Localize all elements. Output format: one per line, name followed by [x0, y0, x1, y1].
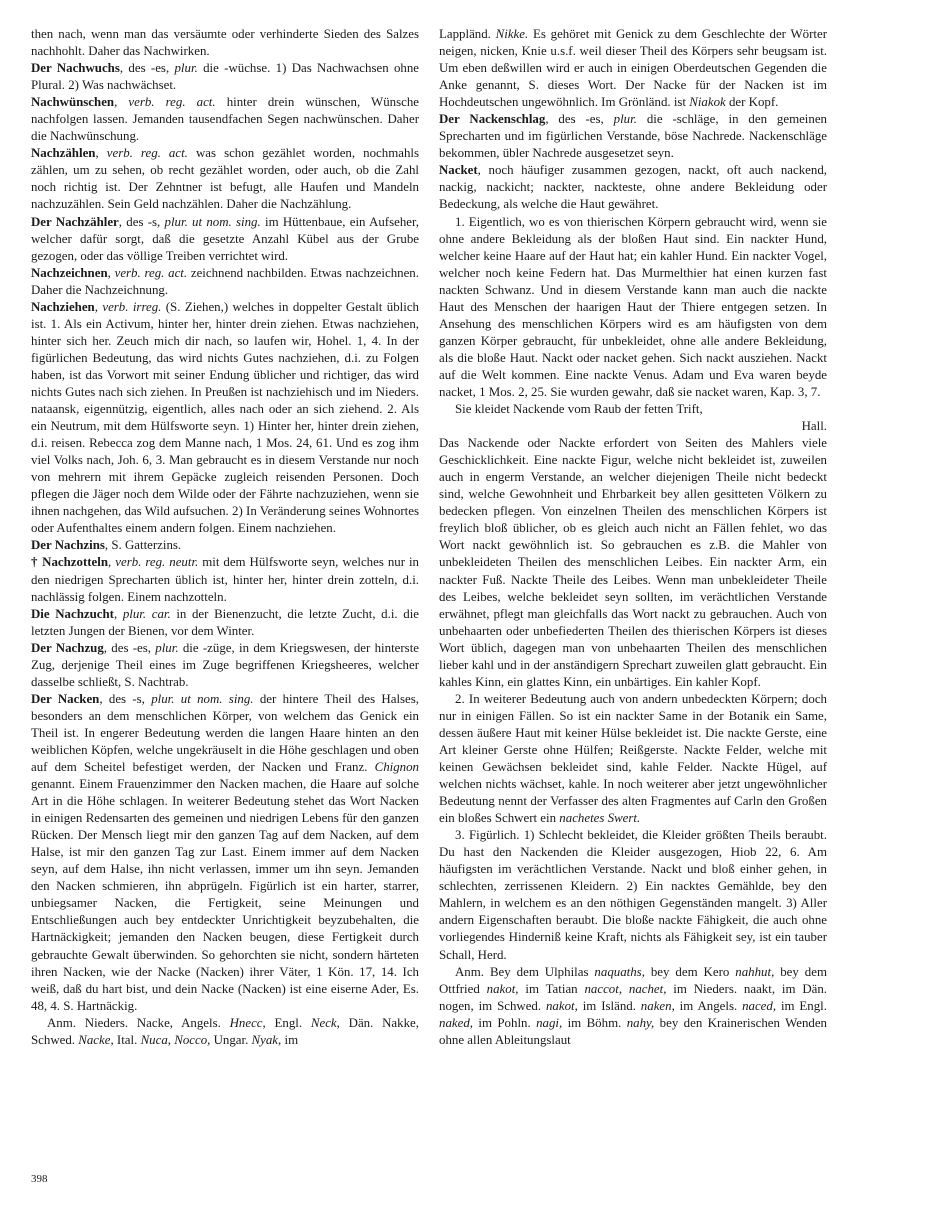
entry-text: ,	[108, 555, 116, 570]
entry-text: , noch häufiger zusammen gezogen, nackt, oft auch nackend, nackig, nackicht; nackter, nackteste, ohne andere Bekleidung oder Bedeckung, als welche die Haut gewähret.	[439, 163, 827, 212]
entry-headword: Die Nachzucht	[31, 606, 114, 621]
entry-text: in der Bienenzucht, die letzte Zucht, d.i. die letzten Jungen der Bienen, vor dem Winter.	[31, 606, 420, 638]
entry-text: , des -s,	[118, 214, 165, 229]
entry-text: , des -s,	[99, 691, 152, 706]
entry-paragraph	[439, 435, 827, 691]
entry-text: die -schläge, in den gemeinen Sprecharten und im figürlichen Verstande, böse Nachrede. Nackenschläge bekommen, übler Nachrede ausgesetzet seyn.	[439, 112, 828, 161]
entry-text: zeichnend nachbilden. Etwas nachzeichnen. Daher die Nachzeichnung.	[31, 265, 419, 297]
entry-paragraph	[439, 964, 827, 1049]
entry-text: im Hüttenbaue, ein Aufseher, welcher dafür sorgt, daß die gesetzte Anzahl Kübel aus der Grube gezogen, oder das völlige Treiben verrichtet wird.	[31, 214, 419, 263]
entry-text: im	[281, 1032, 299, 1047]
grammar-label: verb. reg. act.	[128, 95, 216, 110]
foreign-word: Nuca, Nocco,	[140, 1032, 211, 1047]
foreign-word: naquaths,	[594, 964, 645, 979]
entry-text: was schon gezählet worden, nochmahls zählen, um zu sehen, ob recht gezählet worden, oder auch, ob die Zahl noch richtig ist. Der Zehntner ist befugt, alle Haufen und Mandeln nachzuzählen. Sein Geld nachzählen. Daher die Nachzählung.	[31, 146, 419, 212]
grammar-label: verb. reg. act.	[106, 146, 188, 161]
dictionary-entry	[31, 94, 419, 145]
entry-text: ,	[113, 606, 123, 621]
entry-text: mit dem Hülfsworte seyn, welches nur in den niedrigen Sprecharten üblich ist, hinter her, hinter drein zotteln, d.i. nachlässig folgen. Einem nachzotteln.	[31, 555, 419, 604]
entry-text: Das Nackende oder Nackte erfordert von Seiten des Mahlers viele Geschicklichkeit. Eine nackte Figur, welche nicht bekleidet ist, zuweilen auch in engerm Verstande, an welcher diejenigen Theile nicht bedeckt sind, welche Gewohnheit und Ehrbarkeit bey allen gesitteten Völkern zu bedecken pflegen. Von einzelnen Theilen des menschlichen Körpers ist freylich bloß üblicher, ob es gleich auch nicht an Fällen fehlet, wo das Wort nackt gewöhnlich ist. So gebrauchen es z.B. die Mahler von unbekleideten Theilen des menschlichen Leibes. Ein nackter Arm, ein nackter Fuß. Nackte Theile des Leibes. Wenn man unbekleideter Theile des Leibes, welche bekleidet seyn sollten, im verächtlichen Verstande erwähnet, pflegt man gleichfalls das Wort nackt zu gebrauchen. Auch von unbehaarten oder unbefiederten Theilen des thierischen Körpers ist dieses Wort üblich, dagegen man von unbehaarten Theilen des menschlichen lieber kahl und in der anständigern Sprechart zuweilen glatt gebraucht. Ein kahles Kinn, ein glattes Kinn, ein unbärtiges. Ein kahler Kopf.	[439, 436, 827, 689]
foreign-word: naccot, nachet,	[584, 981, 667, 996]
entry-text: die -züge, in dem Kriegswesen, der hinterste Zug, derjenige Theil eines im Zuge begriffenen Kriegsheeres, welcher dasselbe schließt, S. Nachtrab.	[31, 640, 419, 689]
entry-text: Anm. Bey dem Ulphilas	[455, 964, 595, 979]
foreign-word: naced,	[742, 998, 777, 1013]
entry-text: ,	[107, 265, 115, 280]
grammar-label: plur.	[174, 61, 198, 76]
entry-text: , des -es,	[119, 61, 175, 76]
entry-headword: Nachzählen	[31, 146, 96, 161]
entry-text: 1. Eigentlich, wo es von thierischen Körpern gebraucht wird, wenn sie ohne andere Bekleidung als der bloßen Haut sind. Ein nackter Hund, welcher keine Haare auf der Haut hat; ein kahler Hund. Ein nackter Vogel, welcher noch keine Federn hat. Das Murmelthier hat einen kurzen fast nackten Schwanz. Und in diesem Verstande kann man auch die nackte Haut des Menschen der haarigen Haut der Thiere entgegen setzen. In Ansehung des menschlichen Körpers wird es am häufigsten von dem ganzen Körper gebraucht, für unbekleidet, ohne alle andere Bekleidung, als die bloße Haut. Nackt oder nacket gehen. Sich nackt ausziehen. Nackt auf die Welt kommen. Eine nackte Venus. Adam und Eva waren beyde nacket, 1 Mos. 2, 25. Sie wurden gewahr, daß sie nacket waren, Kap. 3, 7.	[439, 214, 827, 399]
dictionary-entry	[31, 606, 419, 640]
grammar-label: plur. car.	[122, 606, 171, 621]
entry-text: , des -es,	[545, 112, 614, 127]
entry-paragraph	[439, 691, 827, 827]
entry-text: Dän. Nakke, Schwed.	[31, 1015, 419, 1047]
page-number: 398	[31, 1173, 48, 1185]
grammar-label: verb. irreg.	[102, 299, 162, 314]
grammar-label: plur.	[155, 640, 179, 655]
entry-headword: Nachwünschen	[31, 95, 115, 110]
foreign-word: nakot,	[545, 998, 578, 1013]
entry-text: hinter drein wünschen, Wünsche nachfolgen lassen. Jemanden tausendfachen Segen nachwünschen. Daher die Nachwünschung.	[31, 95, 419, 144]
entry-text: ,	[95, 146, 107, 161]
entry-text: im Böhm.	[562, 1015, 627, 1030]
entry-paragraph	[439, 214, 827, 402]
dictionary-entry	[31, 554, 419, 605]
foreign-word: nagi,	[536, 1015, 563, 1030]
dictionary-entry	[31, 265, 419, 299]
foreign-word: Chignon	[374, 760, 419, 775]
grammar-label: verb. reg. act.	[114, 265, 188, 280]
foreign-word: naked,	[439, 1015, 474, 1030]
dictionary-entry	[31, 537, 419, 554]
right-column	[439, 26, 827, 1049]
entry-headword: Nachzeichnen	[31, 265, 108, 280]
dictionary-entry	[31, 145, 419, 213]
entry-headword: Der Nacken	[31, 691, 100, 706]
entry-headword: Der Nachzins	[31, 538, 105, 553]
entry-headword: Nacket	[439, 163, 478, 178]
entry-text: Sie kleidet Nackende vom Raub der fetten Trift,	[455, 402, 703, 417]
entry-text: then nach, wenn man das versäumte oder verhinderte Sieden des Salzes nachhohlt. Daher das Nachwirken.	[31, 27, 419, 59]
entry-text: bey den Krainerischen Wenden ohne allen Ableitungslaut	[439, 1015, 827, 1047]
foreign-word: Niakok	[689, 95, 726, 110]
entry-headword: Der Nachwuchs	[31, 61, 120, 76]
dictionary-entry	[31, 60, 419, 94]
entry-text: bey dem Kero	[644, 964, 736, 979]
entry-headword: Der Nackenschlag	[439, 112, 546, 127]
grammar-label: plur.	[613, 112, 637, 127]
entry-paragraph	[439, 418, 827, 435]
foreign-word: nahy,	[626, 1015, 655, 1030]
dictionary-entry	[439, 111, 827, 162]
entry-text: im Engl.	[776, 998, 827, 1013]
entry-text: die -wüchse. 1) Das Nachwachsen ohne Plural. 2) Was nachwächset.	[31, 61, 420, 93]
foreign-word: nakot,	[486, 981, 519, 996]
entry-text: im Tatian	[518, 981, 585, 996]
entry-paragraph	[439, 827, 827, 963]
entry-text: bey dem Ottfried	[439, 964, 827, 996]
entry-text: ,	[94, 299, 103, 314]
entry-text: Ital.	[113, 1032, 141, 1047]
entry-text: Anm. Nieders. Nacke, Angels.	[47, 1015, 230, 1030]
foreign-word: Nacke,	[78, 1032, 114, 1047]
entry-text: Es gehöret mit Genick zu dem Geschlechte der Wörter neigen, nicken, Knie u.s.f. weil dieser Theil des Körpers sehr beugsam ist. Um eben deßwillen wird er auch in einigen Oberdeutschen Gegenden die Anke genannt, S. dieses Wort. Der Nacke für der Nacken ist im Hochdeutschen ungewöhnlich. Im Grönländ. ist	[439, 27, 827, 110]
entry-text: der hintere Theil des Halses, besonders an dem menschlichen Körper, von welchem das Genick ein Theil ist. In engerer Bedeutung werden die langen Haare hinten an den weiblichen Köpfen, welche ungekräuselt in die Höhe geschlagen und oben auf dem Scheitel befestiget werden, der Nacken und Franz.	[31, 691, 420, 775]
foreign-word: nachetes Swert.	[559, 811, 641, 826]
entry-text: , S. Gatterzins.	[104, 538, 182, 553]
entry-text: 3. Figürlich. 1) Schlecht bekleidet, die Kleider größten Theils beraubt. Du hast den Nackenden die Kleider ausgezogen, Hiob 22, 6. Am häufigsten im verächtlichen Verstande. Nackt und bloß einher gehen, in schlechten, zerrissenen Kleidern. 2) Ein nacktes Gemählde, bey den Mahlern, in welchem es an den nöthigen Gegenständen mangelt. 3) Aller andern Eigenschaften beraubt. Die bloße nackte Fähigkeit, die auch ohne vorliegendes Hinderniß keine Kraft, nichts als Fähigkeit sey, ist ein tauber Schall, Herd.	[439, 828, 827, 962]
dictionary-entry	[31, 214, 419, 265]
entry-paragraph	[439, 401, 827, 418]
foreign-word: Nyak,	[251, 1032, 282, 1047]
left-column	[31, 26, 419, 1049]
foreign-word: Nikke.	[495, 27, 529, 41]
entry-text: der Kopf.	[725, 95, 779, 110]
entry-paragraph	[439, 26, 827, 111]
entry-text: im Isländ.	[577, 998, 641, 1013]
entry-text: Hall.	[801, 419, 827, 434]
entry-text: im Angels.	[674, 998, 743, 1013]
entry-headword: Nachziehen	[31, 299, 95, 314]
entry-text: 2. In weiterer Bedeutung auch von andern unbedeckten Körpern; doch nur in einigen Fällen. So ist ein nackter Same in der Botanik ein Same, dessen äußere Haut mit keiner Hülse bekleidet ist. Die nackte Gerste, eine Art kleiner Gerste ohne Hülfen; Reißgerste. Nackte Felder, welche mit keinen Gewächsen bekleidet sind, kahle Felder. Nackte Hügel, auf welchen nichts wächset, kahle. In noch weiterer aber jetzt ungewöhnlicher Bedeutung nennt der Verfasser des alten Fragmentes auf Carln den Großen ein bloßes Schwert ein	[439, 691, 827, 826]
entry-text: genannt. Einem Frauenzimmer den Nacken machen, die Haare auf solche Art in die Höhe schlagen. In weiterer Bedeutung stehet das Wort Nacken in einigen Redensarten des gemeinen und niedrigen Lebens für den ganzen Rücken. Der Mensch liegt mir den ganzen Tag auf dem Nacken, auf dem Halse, ist mir den ganzen Tag zur Last. Einem immer auf dem Nacken seyn, auf dem Halse, ihn nicht verlassen, immer um ihn seyn. Jemanden den Nacken schmieren, ihn abprügeln. Figürlich ist ein harter, starrer, unbiegsamer Nacken, die Fertigkeit, seine Meinungen und Entschließungen auch bey entdeckter Unrichtigkeit beyzubehalten, die Hartnäckigkeit; jemanden den Nacken beugen, diese Fertigkeit durch gebrauchte Gewalt überwinden. So gehorchten sie nicht, sondern härteten ihren Nacken, wie der Nacke (Nacken) ihrer Väter, 1 Kön. 17, 14. Ich weiß, daß du hart bist, und dein Nacke (Nacken) ist eine eiserne Ader, Es. 48, 4. S. Hartnäckig.	[31, 777, 419, 1013]
dictionary-entry	[31, 299, 419, 538]
grammar-label: plur. ut nom. sing.	[164, 214, 261, 229]
entry-text: Lappländ.	[439, 27, 496, 41]
entry-paragraph	[31, 1015, 419, 1049]
entry-text: im Pohln.	[473, 1015, 537, 1030]
grammar-label: plur. ut nom. sing.	[151, 691, 254, 706]
dictionary-entry	[439, 162, 827, 213]
dictionary-entry	[31, 691, 419, 1015]
entry-paragraph	[31, 26, 419, 60]
foreign-word: nahhut,	[735, 964, 775, 979]
foreign-word: naken,	[640, 998, 675, 1013]
entry-text: Ungar.	[210, 1032, 252, 1047]
entry-text: , des -es,	[103, 640, 156, 655]
entry-text: im Nieders. naakt, im Dän. nogen, im Schwed.	[439, 981, 828, 1013]
foreign-word: Hnecc,	[229, 1015, 266, 1030]
entry-headword: † Nachzotteln	[31, 555, 109, 570]
entry-text: Engl.	[265, 1015, 311, 1030]
entry-text: (S. Ziehen,) welches in doppelter Gestalt üblich ist. 1. Als ein Activum, hinter her, hinter drein ziehen. Etwas nachziehen, hinter sich her. Zeuch mich dir nach, so laufen wir, Hohel. 1, 4. In der figürlichen Bedeutung, das wird nichts Gutes nachziehen, d.i. zu Folgen haben, ist das Vorwort mit seiner Endung üblicher und richtiger, das wird nichts Gutes nach sich ziehen. In Preußen ist nachziehisch und im Nieders. nataansk, eigennützig, eigentlich, alles nach oder an sich ziehend. 2. Als ein Neutrum, mit dem Hülfsworte seyn. 1) Hinter her, hinter drein ziehen, d.i. reisen. Rebecca zog dem Manne nach, 1 Mos. 24, 61. Und es zog ihm viel Volks nach, Joh. 6, 3. Man gebraucht es in diesem Verstande nur noch von mehrern mit ihrem Gepäcke zugleich reisenden Personen. Doch pflegen die Jäger noch dem Wilde oder der Fährte nachzuziehen, wenn sie ihnen nachgehen, das Wild aufsuchen. 2) In Veränderung seines Wohnortes oder Aufenthaltes einem andern folgen. Einem nachziehen.	[31, 299, 419, 536]
foreign-word: Neck,	[310, 1015, 340, 1030]
entry-headword: Der Nachzähler	[31, 214, 119, 229]
entry-headword: Der Nachzug	[31, 640, 104, 655]
entry-text: ,	[114, 95, 129, 110]
dictionary-entry	[31, 640, 419, 691]
grammar-label: verb. reg. neutr.	[115, 555, 199, 570]
